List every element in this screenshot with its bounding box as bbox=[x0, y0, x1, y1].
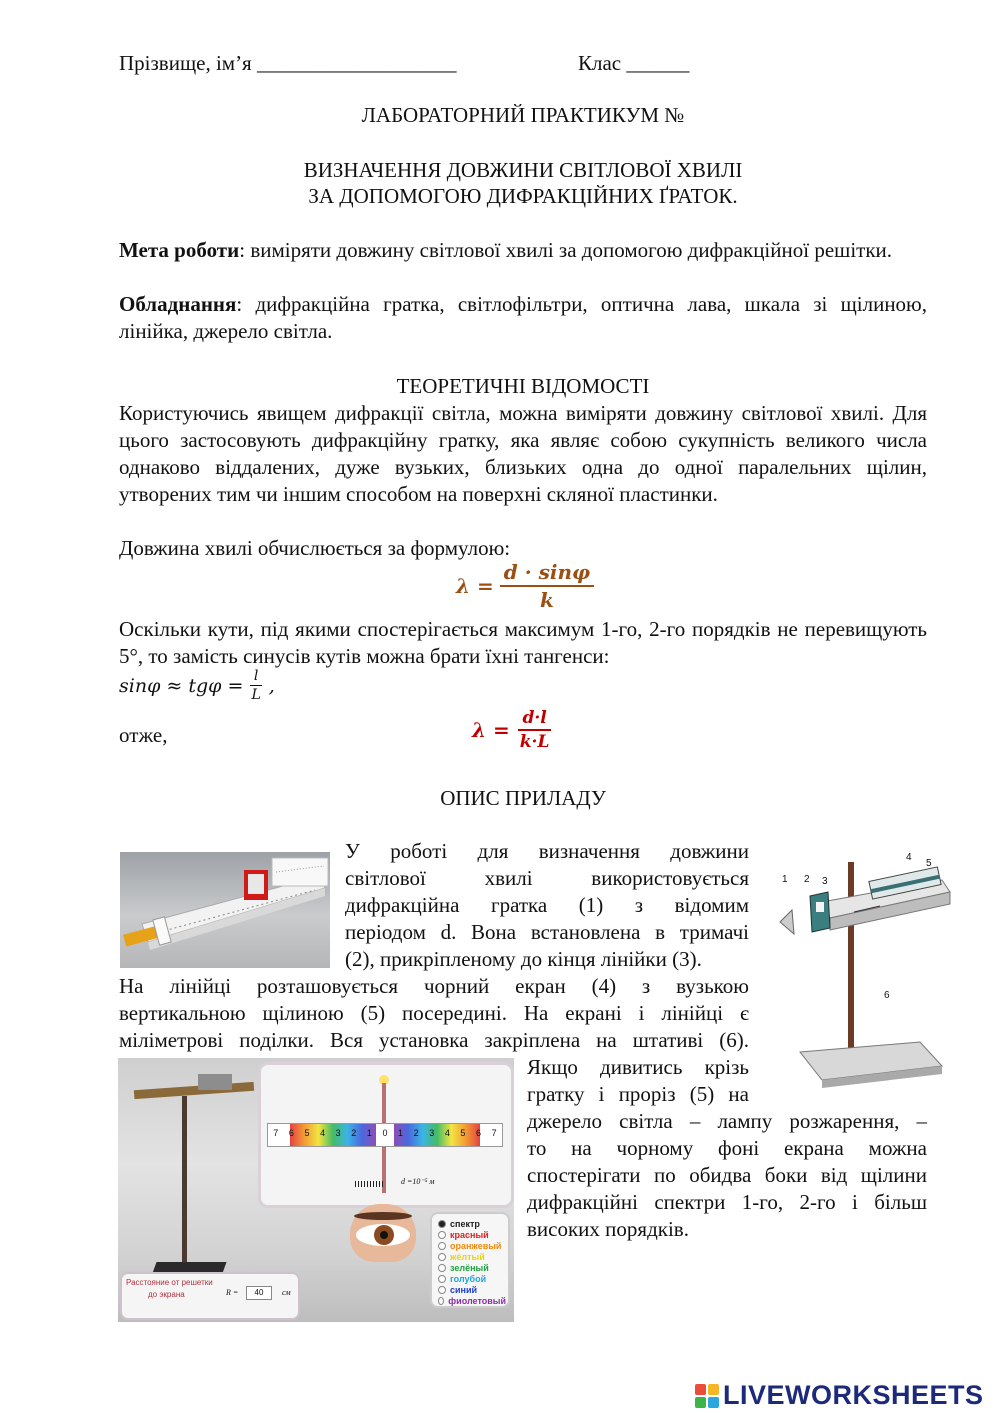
equipment-paragraph bbox=[119, 291, 927, 345]
formula-intro: Довжина хвилі обчислюється за формулою: bbox=[119, 536, 511, 560]
device-line-3: дифракційна гратка (1) з відомим bbox=[345, 893, 749, 917]
legend-label: жёлтый bbox=[450, 1251, 485, 1262]
legend-label: оранжевый bbox=[450, 1240, 502, 1251]
radio-icon[interactable] bbox=[438, 1286, 446, 1294]
scale-tick: 3 bbox=[429, 1128, 435, 1138]
legend-option[interactable] bbox=[438, 1251, 506, 1262]
goal-text: : виміряти довжину світлової хвилі за допомогою дифракційної решітки. bbox=[239, 238, 893, 262]
formula-wavelength bbox=[456, 560, 594, 612]
approx-denominator: L bbox=[251, 687, 261, 703]
radio-icon[interactable] bbox=[438, 1242, 446, 1250]
device-line-4: періодом d. Вона встановлена в тримачі bbox=[345, 920, 749, 944]
device-line-1: У роботі для визначення довжини bbox=[345, 839, 749, 863]
radio-icon[interactable] bbox=[438, 1275, 446, 1283]
stand-screen bbox=[198, 1074, 232, 1090]
logo-square bbox=[695, 1384, 706, 1395]
angles-paragraph: Оскільки кути, під якими спостерігається максимум 1-го, 2-го порядків не перевищують 5°, то замість синусів кутів можна брати їхні тангенси: bbox=[119, 617, 927, 668]
slit-marks bbox=[355, 1181, 385, 1187]
distance-label-1: Расстояние от решетки bbox=[126, 1278, 213, 1287]
diagram-label-4: 4 bbox=[906, 852, 912, 863]
radio-icon[interactable] bbox=[438, 1253, 446, 1261]
device-mid-line-2: гратку і проріз (5) на bbox=[527, 1082, 749, 1106]
class-line bbox=[578, 50, 689, 77]
device-mid-line-1: Якщо дивитись крізь bbox=[527, 1055, 749, 1079]
scale-tick: 2 bbox=[413, 1128, 419, 1138]
scale-tick: 7 bbox=[491, 1128, 497, 1138]
topic-title-line1: ВИЗНАЧЕННЯ ДОВЖИНИ СВІТЛОВОЇ ХВИЛІ bbox=[303, 158, 743, 182]
stand-rod bbox=[182, 1096, 187, 1264]
scale-tick: 2 bbox=[351, 1128, 357, 1138]
diagram-label-1: 1 bbox=[782, 874, 788, 885]
device-heading: ОПИС ПРИЛАДУ bbox=[440, 786, 606, 810]
optical-bench-photo bbox=[120, 852, 330, 968]
radio-icon[interactable] bbox=[438, 1220, 446, 1228]
approx-formula bbox=[119, 668, 275, 703]
device-after-line-1: джерело світла – лампу розжарення, – bbox=[527, 1109, 927, 1133]
radio-icon[interactable] bbox=[438, 1297, 444, 1305]
formula-final-denominator: k·L bbox=[519, 732, 550, 752]
distance-panel bbox=[120, 1272, 300, 1320]
approx-fraction bbox=[247, 668, 264, 703]
legend-option[interactable] bbox=[438, 1229, 506, 1240]
brand-name: LIVEWORKSHEETS bbox=[723, 1380, 984, 1410]
scale-tick-labels bbox=[268, 1128, 502, 1142]
legend-option[interactable] bbox=[438, 1295, 506, 1306]
legend-label: зелёный bbox=[450, 1262, 489, 1273]
name-label: Прізвище, ім’я bbox=[119, 51, 252, 75]
diagram-label-3: 3 bbox=[822, 876, 828, 887]
device-line-5: (2), прикріпленому до кінця лінійки (3). bbox=[345, 947, 702, 971]
scale-tick: 6 bbox=[288, 1128, 294, 1138]
radio-icon[interactable] bbox=[438, 1231, 446, 1239]
approx-lhs: sinφ ≈ tgφ = bbox=[119, 674, 244, 697]
legend-option[interactable] bbox=[438, 1262, 506, 1273]
class-label: Клас bbox=[578, 51, 622, 75]
apparatus-diagram bbox=[770, 852, 960, 1102]
device-after-line-3: спостерігати по обидва боки від щілини bbox=[527, 1163, 927, 1187]
scale-tick: 3 bbox=[335, 1128, 341, 1138]
scale-tick: 1 bbox=[398, 1128, 404, 1138]
diagram-label-5: 5 bbox=[926, 858, 932, 869]
scale-tick: 5 bbox=[460, 1128, 466, 1138]
distance-input[interactable]: 40 bbox=[246, 1286, 272, 1300]
formula-fraction bbox=[500, 560, 594, 612]
goal-paragraph bbox=[119, 237, 927, 264]
approx-numerator: l bbox=[250, 668, 262, 686]
eye-image bbox=[350, 1204, 416, 1262]
apparatus-drawing bbox=[770, 852, 960, 1102]
formula-final-numerator: d·l bbox=[518, 708, 550, 731]
legend-option[interactable] bbox=[438, 1218, 506, 1229]
formula-denominator: k bbox=[540, 588, 554, 612]
distance-label-2: до экрана bbox=[148, 1290, 185, 1299]
optical-bench-drawing bbox=[120, 852, 330, 968]
scale-tick: 1 bbox=[366, 1128, 372, 1138]
logo-square bbox=[708, 1397, 719, 1408]
therefore-text: отже, bbox=[119, 723, 168, 747]
radio-icon[interactable] bbox=[438, 1264, 446, 1272]
logo-square bbox=[708, 1384, 719, 1395]
goal-label: Мета роботи bbox=[119, 238, 240, 262]
device-after-line-5: високих порядків. bbox=[527, 1217, 689, 1241]
formula-numerator: d · sinφ bbox=[500, 560, 594, 587]
spectrum-scale bbox=[267, 1123, 503, 1147]
scale-tick: 5 bbox=[304, 1128, 310, 1138]
color-legend bbox=[430, 1212, 510, 1308]
simulator-screenshot bbox=[118, 1058, 514, 1322]
scale-tick: 4 bbox=[320, 1128, 326, 1138]
liveworksheets-logo bbox=[695, 1380, 984, 1411]
name-blank: ___________________ bbox=[256, 51, 457, 75]
approx-tail: , bbox=[268, 674, 275, 697]
legend-label: голубой bbox=[450, 1273, 487, 1284]
formula-final bbox=[472, 708, 553, 752]
device-full-line-3: міліметрові поділки. Вся установка закріплена на штативі (6). bbox=[119, 1028, 749, 1052]
formula-final-fraction bbox=[516, 708, 554, 752]
diagram-label-6: 6 bbox=[884, 990, 890, 1001]
legend-label: красный bbox=[450, 1229, 489, 1240]
period-label: d =10⁻⁵ м bbox=[401, 1177, 435, 1186]
scale-tick: 0 bbox=[382, 1128, 388, 1138]
theory-paragraph: Користуючись явищем дифракції світла, можна виміряти довжину світлової хвилі. Для цього застосовують дифракційну гратку, яка являє собою сукупність великого числа однаково віддалених, дуже вузьких, близьких одна до одної паралельних щілин, утворених тим чи іншим способом на поверхні скляної пластинки. bbox=[119, 401, 927, 506]
diagram-label-2: 2 bbox=[804, 874, 810, 885]
equipment-label: Обладнання bbox=[119, 292, 237, 316]
legend-option[interactable] bbox=[438, 1284, 506, 1295]
legend-label: синий bbox=[450, 1284, 478, 1295]
device-line-2: світлової хвилі використовується bbox=[345, 866, 749, 890]
lab-title: ЛАБОРАТОРНИЙ ПРАКТИКУМ № bbox=[361, 103, 685, 127]
logo-icon bbox=[695, 1384, 719, 1408]
legend-option[interactable] bbox=[438, 1240, 506, 1251]
legend-label: фиолетовый bbox=[448, 1295, 506, 1306]
device-after-line-2: то на чорному фоні екрана можна bbox=[527, 1136, 927, 1160]
distance-var: R = bbox=[226, 1288, 239, 1297]
legend-option[interactable] bbox=[438, 1273, 506, 1284]
scale-tick: 6 bbox=[476, 1128, 482, 1138]
theory-heading: ТЕОРЕТИЧНІ ВІДОМОСТІ bbox=[396, 374, 650, 398]
class-blank: ______ bbox=[626, 51, 690, 75]
view-panel bbox=[258, 1062, 514, 1208]
device-full-line-2: вертикальною щілиною (5) посередині. На екрані і лінійці є bbox=[119, 1001, 749, 1025]
name-line bbox=[119, 50, 456, 77]
device-after-line-4: дифракційні спектри 1-го, 2-го і більш bbox=[527, 1190, 927, 1214]
scale-tick: 4 bbox=[444, 1128, 450, 1138]
formula-final-lhs: λ = bbox=[472, 718, 510, 742]
stand-bench bbox=[134, 1082, 254, 1099]
equipment-text: : дифракційна гратка, світлофільтри, оптична лава, шкала зі щілиною, лінійка, джерело світла. bbox=[119, 292, 927, 343]
formula-lhs: λ = bbox=[456, 574, 494, 598]
distance-unit: см bbox=[282, 1288, 291, 1297]
topic-title-line2: ЗА ДОПОМОГОЮ ДИФРАКЦІЙНИХ ҐРАТОК. bbox=[308, 184, 738, 208]
scale-tick: 7 bbox=[273, 1128, 279, 1138]
logo-square bbox=[695, 1397, 706, 1408]
legend-label: спектр bbox=[450, 1218, 480, 1229]
device-full-line-1: На лінійці розташовується чорний екран (4) з вузькою bbox=[119, 974, 749, 998]
